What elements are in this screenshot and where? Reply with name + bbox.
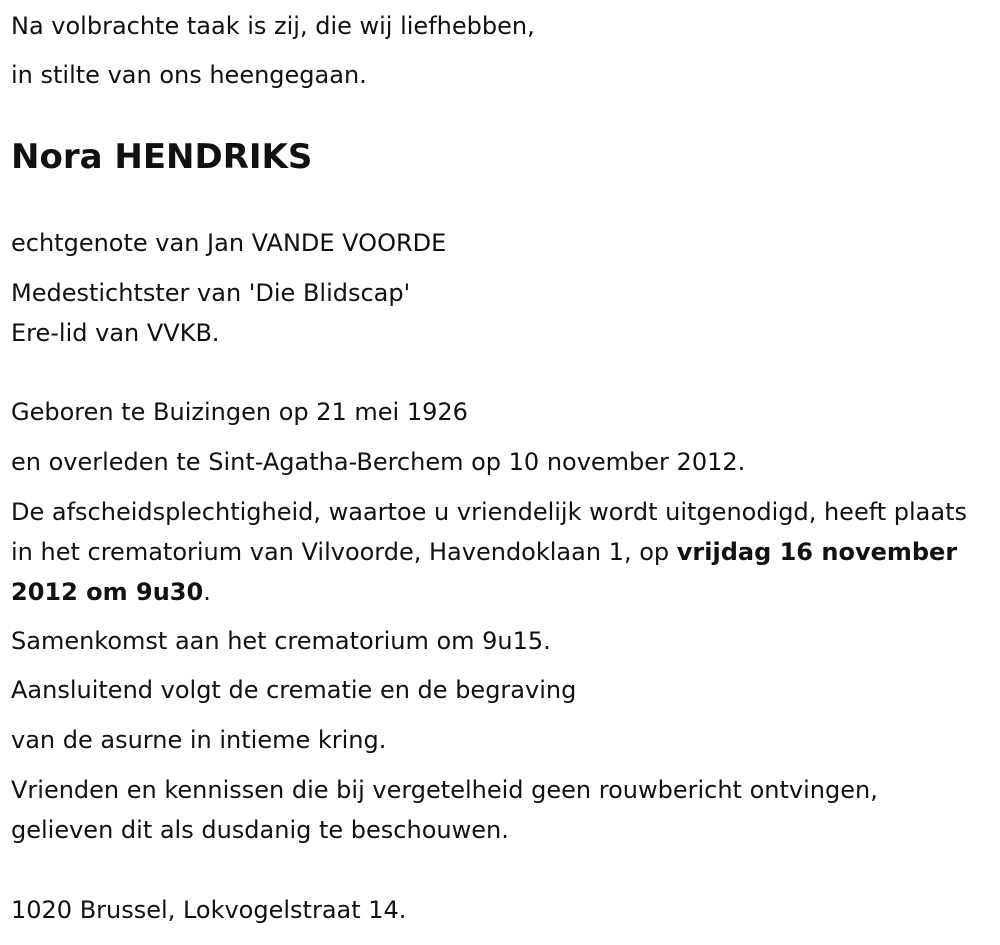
address-line: 1020 Brussel, Lokvogelstraat 14.	[11, 896, 407, 924]
intro-line-2: in stilte van ons heengegaan.	[11, 61, 367, 89]
ceremony-paragraph	[11, 492, 996, 612]
deceased-name: Nora HENDRIKS	[11, 137, 313, 177]
intro-line-1: Na volbrachte taak is zij, die wij liefhebben,	[11, 12, 535, 40]
role-line-2: Ere-lid van VVKB.	[11, 319, 220, 347]
ceremony-text: De afscheidsplechtigheid, waartoe u vriendelijk wordt uitgenodigd, heeft plaats in het crematorium van Vilvoorde, Havendoklaan 1, op	[11, 498, 968, 566]
gathering-line: Samenkomst aan het crematorium om 9u15.	[11, 627, 551, 655]
cremation-line-2: van de asurne in intieme kring.	[11, 726, 387, 754]
notice-paragraph: Vrienden en kennissen die bij vergetelheid geen rouwbericht ontvingen, gelieven dit als dusdanig te beschouwen.	[11, 776, 878, 844]
role-line-1: Medestichtster van 'Die Blidscap'	[11, 279, 411, 307]
spouse-line: echtgenote van Jan VANDE VOORDE	[11, 229, 447, 257]
cremation-line-1: Aansluitend volgt de crematie en de begraving	[11, 676, 577, 704]
birth-line: Geboren te Buizingen op 21 mei 1926	[11, 398, 468, 426]
death-line: en overleden te Sint-Agatha-Berchem op 10 november 2012.	[11, 448, 746, 476]
ceremony-end: .	[203, 578, 211, 606]
ceremony-datetime: vrijdag 16 november 2012 om 9u30	[11, 538, 958, 606]
